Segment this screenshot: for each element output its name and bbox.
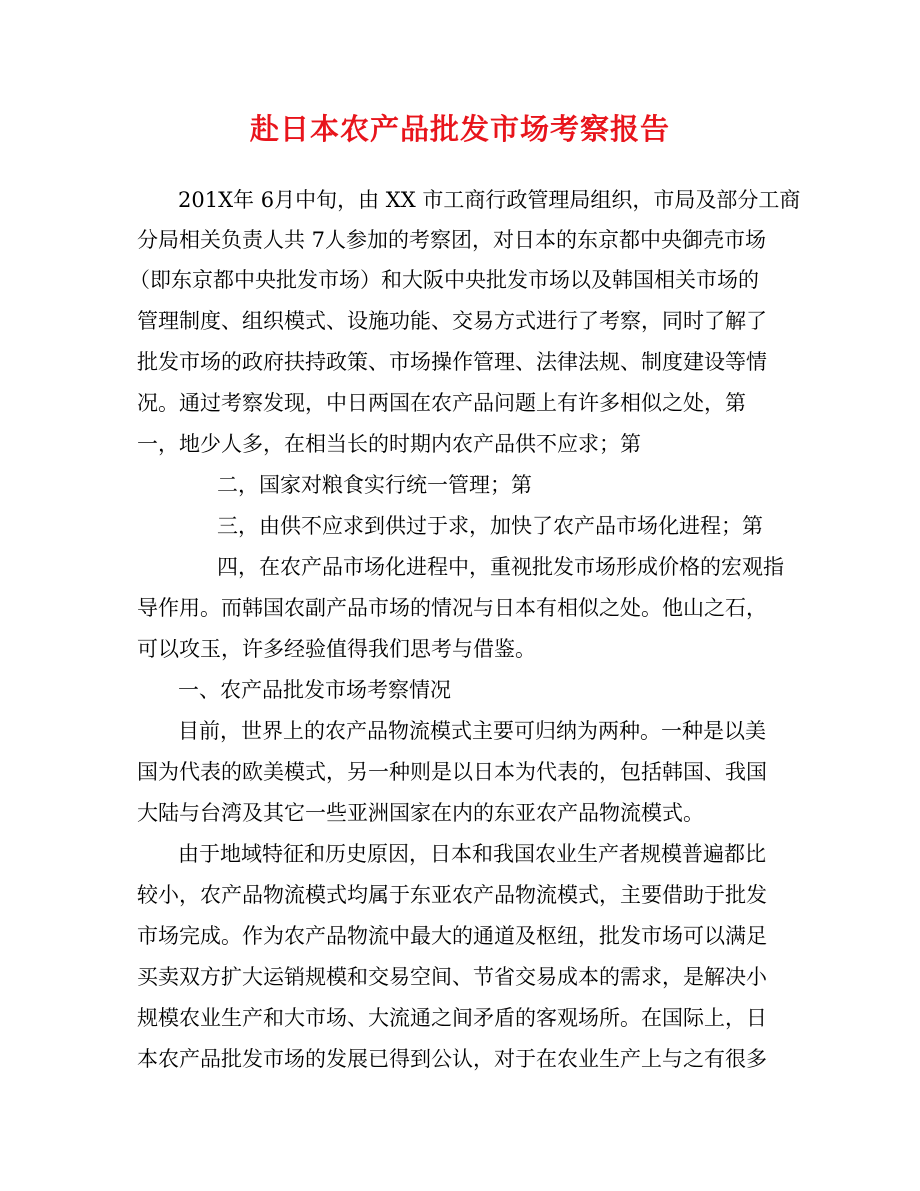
body-line: 买卖双方扩大运销规模和交易空间、节省交易成本的需求，是解决小 (137, 965, 767, 989)
body-line: 规模农业生产和大市场、大流通之间矛盾的客观场所。在国际上，日 (137, 1006, 767, 1030)
body-line: 一，地少人多，在相当长的时期内农产品供不应求；第 (137, 432, 641, 456)
body-line: （即东京都中央批发市场）和大阪中央批发市场以及韩国相关市场的 (129, 268, 759, 292)
body-line: 由于地域特征和历史原因，日本和我国农业生产者规模普遍都比 (178, 842, 766, 866)
body-line: 本农产品批发市场的发展已得到公认，对于在农业生产上与之有很多 (137, 1047, 767, 1071)
body-line: 四，在农产品市场化进程中，重视批发市场形成价格的宏观指 (217, 555, 784, 579)
body-line: 国为代表的欧美模式，另一种则是以日本为代表的，包括韩国、我国 (137, 760, 767, 784)
document-title: 赴日本农产品批发市场考察报告 (249, 112, 670, 146)
body-line: 分局相关负责人共 7人参加的考察团，对日本的东京都中央御壳市场 (137, 228, 767, 252)
body-line: 二，国家对粮食实行统一管理；第 (217, 473, 532, 497)
body-line: 可以攻玉，许多经验值得我们思考与借鉴。 (137, 637, 536, 661)
section-heading: 一、农产品批发市场考察情况 (178, 678, 451, 702)
body-line: 批发市场的政府扶持政策、市场操作管理、法律法规、制度建设等情 (137, 350, 767, 374)
body-line: 目前，世界上的农产品物流模式主要可归纳为两种。一种是以美 (178, 719, 766, 743)
body-line: 三，由供不应求到供过于求，加快了农产品市场化进程；第 (217, 514, 763, 538)
body-line: 市场完成。作为农产品物流中最大的通道及枢纽，批发市场可以满足 (137, 924, 767, 948)
body-line: 大陆与台湾及其它一些亚洲国家在内的东亚农产品物流模式。 (137, 801, 704, 825)
body-line: 较小，农产品物流模式均属于东亚农产品物流模式，主要借助于批发 (137, 883, 767, 907)
body-line: 201X年 6月中旬，由 XX 市工商行政管理局组织，市局及部分工商 (178, 188, 801, 212)
body-line: 管理制度、组织模式、设施功能、交易方式进行了考察，同时了解了 (137, 309, 767, 333)
body-line: 导作用。而韩国农副产品市场的情况与日本有相似之处。他山之石， (137, 596, 767, 620)
body-line: 况。通过考察发现，中日两国在农产品问题上有许多相似之处，第 (137, 391, 746, 415)
